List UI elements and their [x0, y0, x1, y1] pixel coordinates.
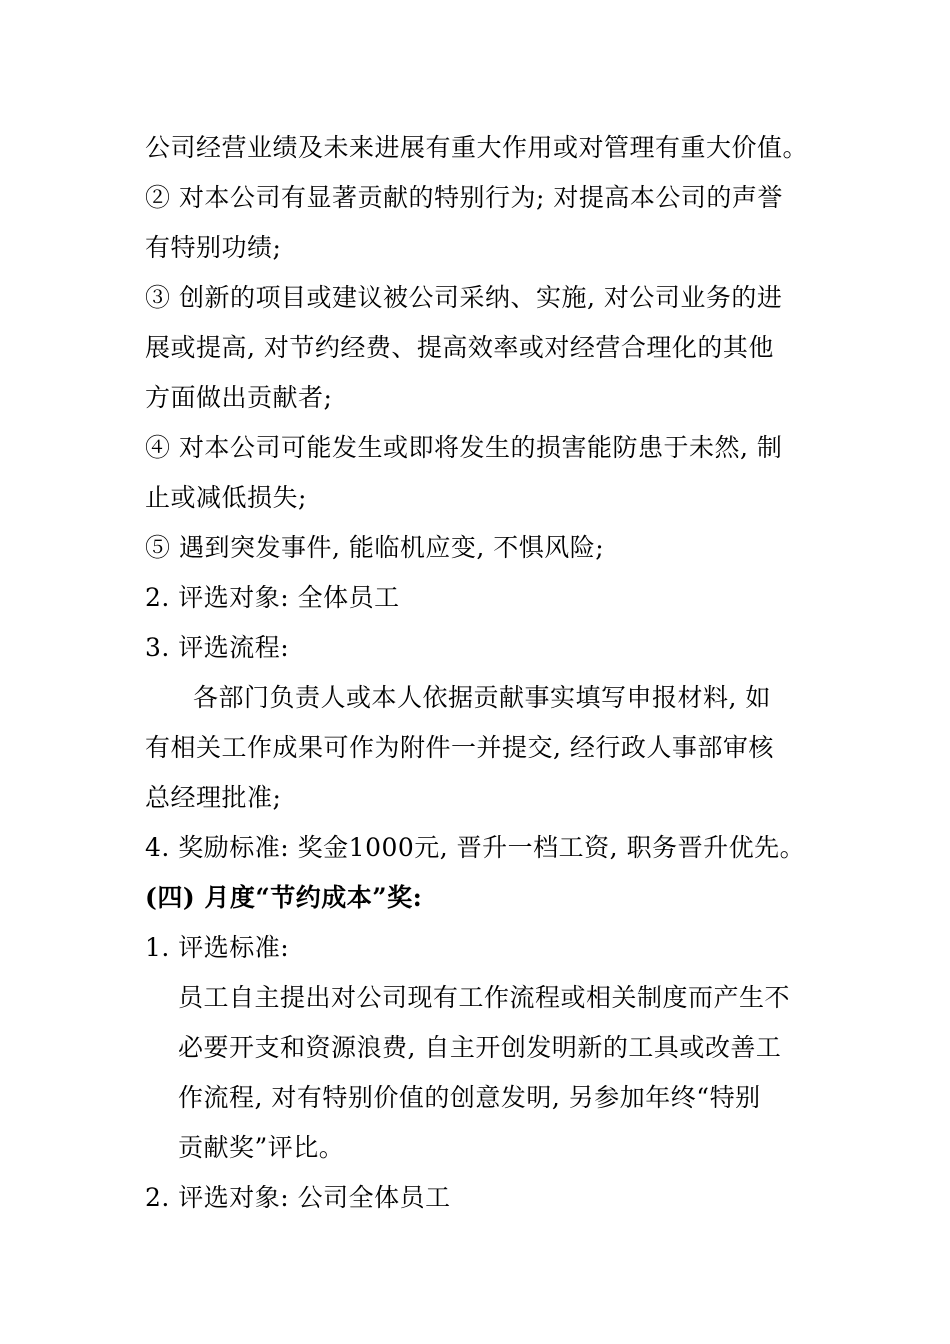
selection-target-all-staff: 2. 评选对象: 公司全体员工 — [145, 1183, 451, 1212]
criterion-4-line-1: ④ 对本公司可能发生或即将发生的损害能防患于未然, 制 — [145, 433, 783, 462]
text-line-performance-value: 公司经营业绩及未来进展有重大作用或对管理有重大价值。 — [145, 133, 809, 162]
section-heading-monthly-cost-saving: (四) 月度“节约成本”奖: — [145, 883, 423, 912]
process-paragraph-line-2: 有相关工作成果可作为附件一并提交, 经行政人事部审核 — [145, 733, 774, 762]
reward-standard: 4. 奖励标准: 奖金1000元, 晋升一档工资, 职务晋升优先。 — [145, 833, 806, 862]
selection-target: 2. 评选对象: 全体员工 — [145, 583, 400, 612]
criteria-paragraph-line-4: 贡献奖”评比。 — [178, 1133, 345, 1162]
criterion-5-line: ⑤ 遇到突发事件, 能临机应变, 不惧风险; — [145, 533, 605, 562]
criteria-paragraph-line-3: 作流程, 对有特别价值的创意发明, 另参加年终“特别 — [178, 1083, 761, 1112]
criterion-3-line-1: ③ 创新的项目或建议被公司采纳、实施, 对公司业务的进 — [145, 283, 783, 312]
criteria-paragraph-line-2: 必要开支和资源浪费, 自主开创发明新的工具或改善工 — [178, 1033, 782, 1062]
selection-criteria-heading: 1. 评选标准: — [145, 933, 290, 962]
criterion-2-line-2: 有特别功绩; — [145, 233, 282, 262]
criterion-2-line-1: ② 对本公司有显著贡献的特别行为; 对提高本公司的声誉 — [145, 183, 783, 212]
criterion-4-line-2: 止或减低损失; — [145, 483, 307, 512]
process-paragraph-line-1: 各部门负责人或本人依据贡献事实填写申报材料, 如 — [193, 683, 771, 712]
process-paragraph-line-3: 总经理批准; — [145, 783, 282, 812]
criterion-3-line-3: 方面做出贡献者; — [145, 383, 333, 412]
selection-process-heading: 3. 评选流程: — [145, 633, 290, 662]
criteria-paragraph-line-1: 员工自主提出对公司现有工作流程或相关制度而产生不 — [178, 983, 791, 1012]
criterion-3-line-2: 展或提高, 对节约经费、提高效率或对经营合理化的其他 — [145, 333, 774, 362]
